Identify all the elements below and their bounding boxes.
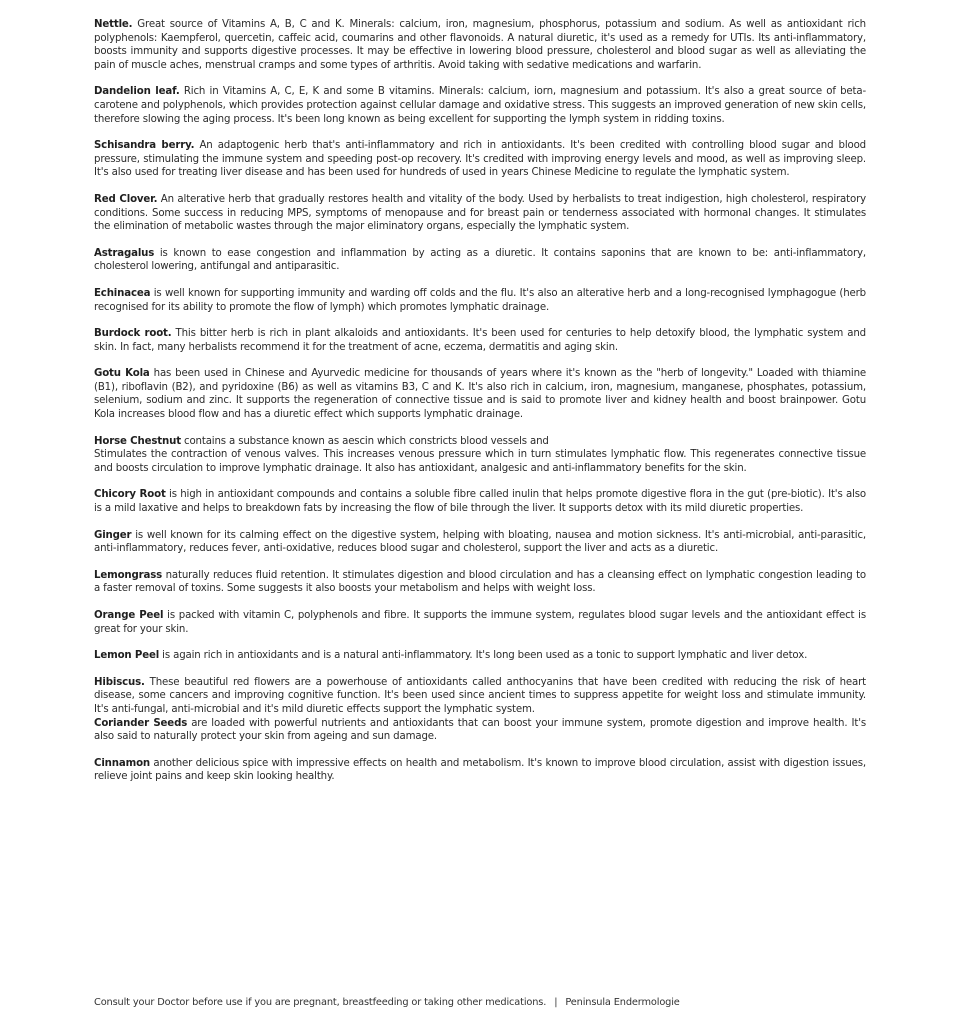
entry-schisandra-berry (94, 139, 866, 180)
entry-term: Nettle. (94, 19, 133, 30)
footer-disclaimer: Consult your Doctor before use if you are pregnant, breastfeeding or taking other medications. (94, 997, 547, 1008)
entry-ginger (94, 529, 866, 556)
entry-astragalus (94, 247, 866, 274)
footer-separator: | (554, 997, 558, 1008)
entry-term: Coriander Seeds (94, 717, 188, 729)
entry-term: Chicory Root (94, 489, 166, 501)
entry-text: Rich in Vitamins A, C, E, K and some B vitamins. Minerals: calcium, iorn, magnesium and potassium. It's also a great source of beta-carotene and polyphenols, which provides protection against cellular damage and oxidative stress. This suggests an improved generation of new skin cells, therefore slowing the aging process. It's been long known as being excellent for supporting the lymph system in ridding toxins. (94, 86, 866, 125)
entry-term: Hibiscus. (94, 676, 145, 688)
entry-text: An alterative herb that gradually restores health and vitality of the body. Used by herbalists to treat indigestion, high cholesterol, respiratory conditions. Some success in reducing MPS, symptoms of menopause and for breast pain or tenderness associated with hormonal changes. It stimulates the elimination of metabolic wastes through the major eliminatory organs, especially the lymphatic system. (94, 193, 866, 233)
entry-text: is packed with vitamin C, polyphenols and fibre. It supports the immune system, regulates blood sugar levels and the antioxidant effect is great for your skin. (94, 610, 866, 635)
footer-brand: Peninsula Endermologie (565, 997, 680, 1008)
entry-dandelion-leaf (94, 85, 866, 126)
entry-text: is well known for supporting immunity and warding off colds and the flu. It's also an alterative herb and a long-recognised lymphagogue (herb recognised for its ability to promote the flow of lymph) which promotes lymphatic drainage. (94, 287, 866, 313)
entry-text: another delicious spice with impressive effects on health and metabolism. It's known to improve blood circulation, assist with digestion issues, relieve joint pains and keep skin looking healthy. (94, 757, 866, 783)
entry-text: is known to ease congestion and inflammation by acting as a diuretic. It contains saponins that are known to be: anti-inflammatory, cholesterol lowering, antifungal and antiparasitic. (94, 247, 866, 273)
entry-term: Gotu Kola (94, 368, 150, 380)
entry-echinacea (94, 287, 866, 314)
entry-text: is again rich in antioxidants and is a natural anti-inflammatory. It's long been used as a tonic to support lymphatic and liver detox. (159, 650, 808, 662)
entry-term: Echinacea (94, 287, 151, 299)
entry-text: Great source of Vitamins A, B, C and K. Minerals: calcium, iron, magnesium, phosphorus, potassium and sodium. As well as antioxidant rich polyphenols: Kaempferol, quercetin, caffeic acid, coumarins and other flavonoids. A natural diuretic, it's used as a remedy for UTIs. Its anti-inflammatory, boosts immunity and supports digestive processes. It may be effective in lowering blood pressure, cholesterol and blood sugar as well as alleviating the pain of muscle aches, menstrual cramps and some types of arthritis. Avoid taking with sedative medications and warfarin. (94, 19, 866, 71)
entry-term: Burdock root. (94, 328, 172, 340)
entry-term: Orange Peel (94, 610, 164, 621)
entry-cinnamon (94, 757, 866, 784)
entry-text: These beautiful red flowers are a powerhouse of antioxidants called anthocyanins that have been credited with reducing the risk of heart disease, some cancers and improving cognitive function. It's been used since ancient times to suppress appetite for weight loss and stimulate immunity. It's anti-fungal, anti-microbial and it's mild diuretic effects support the lymphatic system. (94, 676, 866, 715)
entry-text: contains a substance known as aescin which constricts blood vessels and (180, 435, 549, 447)
entry-horse-chestnut (94, 435, 866, 449)
footer (94, 996, 680, 1009)
entry-horse-chestnut-continuation: Stimulates the contraction of venous valves. This increases venous pressure which in turn stimulates lymphatic flow. This regenerates connective tissue and boosts circulation to improve lymphatic drainage. It also has antioxidant, analgesic and anti-inflammatory benefits for the skin. (94, 449, 866, 474)
entry-text: has been used in Chinese and Ayurvedic medicine for thousands of years where it's known as the "herb of longevity." Loaded with thiamine (B1), riboflavin (B2), and pyridoxine (B6) as well as vitamins B3, C and K. It's also rich in calcium, iron, magnesium, manganese, phosphates, potassium, selenium, sodium and zinc. It supports the regeneration of connective tissue and is said to promote liver and kidney health and boost brainpower. Gotu Kola increases blood flow and has a diuretic effect which supports lymphatic drainage. (94, 368, 866, 421)
entry-term: Astragalus (94, 247, 155, 259)
entry-lemon-peel (94, 649, 866, 663)
entry-hibiscus (94, 676, 866, 717)
entry-coriander-seeds (94, 717, 866, 744)
entry-term: Red Clover. (94, 193, 158, 205)
entry-text: This bitter herb is rich in plant alkaloids and antioxidants. It's been used for centuries to help detoxify blood, the lymphatic system and skin. In fact, many herbalists recommend it for the treatment of acne, eczema, dermatitis and aging skin. (94, 328, 866, 353)
document-body (94, 18, 866, 784)
entry-term: Lemon Peel (94, 650, 160, 662)
entry-orange-peel (94, 609, 866, 636)
entry-term: Ginger (94, 529, 132, 541)
entry-text: is high in antioxidant compounds and contains a soluble fibre called inulin that helps promote digestive flora in the gut (pre-biotic). It's also is a mild laxative and helps to breakdown fats by increasing the flow of bile through the liver. It supports detox with its mild diuretic properties. (94, 489, 866, 515)
entry-red-clover (94, 193, 866, 234)
entry-text: An adaptogenic herb that's anti-inflammatory and rich in antioxidants. It's been credited with controlling blood sugar and blood pressure, stimulating the immune system and speeding post-op recovery. It's credited with improving energy levels and mood, as well as improving sleep. It's also used for treating liver disease and has been used for hundreds of used in years Chinese Medicine to regulate the lymphatic system. (94, 140, 867, 179)
entry-gotu-kola (94, 367, 866, 421)
entry-lemongrass (94, 569, 866, 596)
entry-text: is well known for its calming effect on the digestive system, helping with bloating, nausea and motion sickness. It's anti-microbial, anti-parasitic, anti-inflammatory, reduces fever, anti-oxidative, reduces blood sugar and cholesterol, support the liver and acts as a diuretic. (94, 529, 866, 555)
entry-nettle (94, 18, 866, 72)
entry-term: Schisandra berry. (94, 140, 195, 152)
entry-burdock-root (94, 327, 866, 354)
entry-chicory-root (94, 488, 866, 515)
entry-text: are loaded with powerful nutrients and antioxidants that can boost your immune system, promote digestion and improve health. It's also said to naturally protect your skin from ageing and sun damage. (94, 717, 866, 743)
entry-term: Horse Chestnut (94, 435, 181, 447)
entry-term: Dandelion leaf. (94, 86, 180, 98)
entry-term: Lemongrass (94, 569, 163, 581)
entry-text: naturally reduces fluid retention. It stimulates digestion and blood circulation and has a cleansing effect on lymphatic congestion leading to a faster removal of toxins. Some suggests it also boosts your metabolism and helps with weight loss. (94, 569, 866, 595)
entry-term: Cinnamon (94, 757, 151, 769)
